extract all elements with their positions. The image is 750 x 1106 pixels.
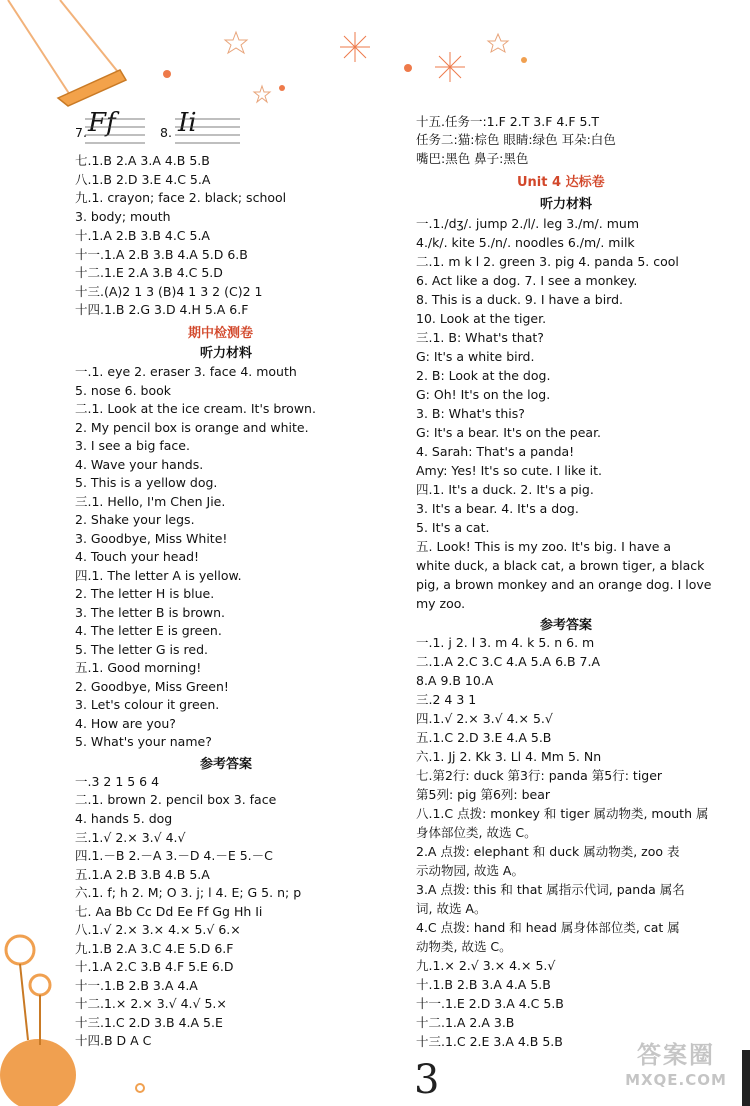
listening-line: pig, a brown monkey and an orange dog. I love xyxy=(416,577,712,592)
answer-line: 六.1. Jj 2. Kk 3. Ll 4. Mm 5. Nn xyxy=(416,749,602,764)
answer-line: 十.1.A 2.B 3.B 4.C 5.A xyxy=(75,228,210,243)
listening-line: 一.1. eye 2. eraser 3. face 4. mouth xyxy=(75,364,297,379)
answer-line: 任务二:猫:棕色 眼睛:绿色 耳朵:白色 xyxy=(416,132,616,147)
listening-line: 五.1. Good morning! xyxy=(75,660,202,675)
answer-line: 动物类, 故选 C。 xyxy=(416,939,512,954)
answer-line: 十.1.A 2.C 3.B 4.F 5.E 6.D xyxy=(75,959,234,974)
listening-line: 4. Touch your head! xyxy=(75,549,200,564)
listening-line: 3. Let's colour it green. xyxy=(75,697,220,712)
midterm-title: 期中检测卷 xyxy=(188,326,254,341)
listening-line: my zoo. xyxy=(416,596,466,611)
listening-line: Amy: Yes! It's so cute. I like it. xyxy=(416,463,602,478)
answer-line: 十.1.B 2.B 3.A 4.A 5.B xyxy=(416,977,551,992)
listening-line: G: It's a white bird. xyxy=(416,349,535,364)
writing-lines xyxy=(85,115,245,145)
listening-line: 2. The letter H is blue. xyxy=(75,586,215,601)
answer-line: 十五.任务一:1.F 2.T 3.F 4.F 5.T xyxy=(416,114,600,129)
listening-line: 5. This is a yellow dog. xyxy=(75,475,218,490)
listening-line: 3. B: What's this? xyxy=(416,406,525,421)
listening-line: 5. The letter G is red. xyxy=(75,642,208,657)
answer-line: 十二.1.E 2.A 3.B 4.C 5.D xyxy=(75,265,223,280)
answer-line: 身体部位类, 故选 C。 xyxy=(416,825,537,840)
answer-line: 十四.B D A C xyxy=(75,1033,152,1048)
listening-line: 2. Goodbye, Miss Green! xyxy=(75,679,229,694)
answer-line: 词, 故选 A。 xyxy=(416,901,487,916)
answer-line: 嘴巴:黑色 鼻子:黑色 xyxy=(416,151,529,166)
listening-line: 10. Look at the tiger. xyxy=(416,311,547,326)
listening-line: 4. Wave your hands. xyxy=(75,457,204,472)
listening-line: G: It's a bear. It's on the pear. xyxy=(416,425,602,440)
answer-line: 十二.1.A 2.A 3.B xyxy=(416,1015,515,1030)
listening-line: 二.1. m k l 2. green 3. pig 4. panda 5. cool xyxy=(416,254,679,269)
listening-line: 五. Look! This is my zoo. It's big. I have a xyxy=(416,539,672,554)
listening-line: G: Oh! It's on the log. xyxy=(416,387,551,402)
listening-line: 3. It's a bear. 4. It's a dog. xyxy=(416,501,579,516)
watermark xyxy=(606,1040,746,1102)
listening-line: 5. What's your name? xyxy=(75,734,212,749)
answer-line: 九.1.B 2.A 3.C 4.E 5.D 6.F xyxy=(75,941,234,956)
answer-line: 4. hands 5. dog xyxy=(75,811,173,826)
answer-line: 三.2 4 3 1 xyxy=(416,692,477,707)
item-number-7: 7. xyxy=(75,125,87,140)
right-answers-title: 参考答案 xyxy=(540,618,593,633)
answer-line: 十四.1.B 2.G 3.D 4.H 5.A 6.F xyxy=(75,302,249,317)
answer-line: 第5列: pig 第6列: bear xyxy=(416,787,551,802)
answer-line: 十一.1.B 2.B 3.A 4.A xyxy=(75,978,198,993)
letter-ff: Ff xyxy=(88,108,116,138)
answer-line: 十三.1.C 2.E 3.A 4.B 5.B xyxy=(416,1034,563,1049)
watermark-url: MXQE.COM xyxy=(625,1071,727,1089)
listening-line: 一.1./dʒ/. jump 2./l/. leg 3./m/. mum xyxy=(416,216,639,231)
listening-line: 4. Sarah: That's a panda! xyxy=(416,444,575,459)
answer-line: 四.1.√ 2.× 3.√ 4.× 5.√ xyxy=(416,711,553,726)
listening-line: 8. This is a duck. 9. I have a bird. xyxy=(416,292,623,307)
left-listening-title: 听力材料 xyxy=(200,346,253,361)
watermark-text: 答案圈 xyxy=(637,1041,715,1069)
answer-line: 4.C 点拨: hand 和 head 属身体部位类, cat 属 xyxy=(416,920,680,935)
answer-line: 一.3 2 1 5 6 4 xyxy=(75,774,160,789)
answer-line: 五.1.C 2.D 3.E 4.A 5.B xyxy=(416,730,552,745)
listening-line: 2. My pencil box is orange and white. xyxy=(75,420,309,435)
answer-line: 五.1.A 2.B 3.B 4.B 5.A xyxy=(75,867,210,882)
answer-line: 8.A 9.B 10.A xyxy=(416,673,494,688)
listening-line: 三.1. B: What's that? xyxy=(416,330,544,345)
listening-line: 2. B: Look at the dog. xyxy=(416,368,551,383)
listening-line: 5. nose 6. book xyxy=(75,383,172,398)
answer-line: 二.1. brown 2. pencil box 3. face xyxy=(75,792,277,807)
answer-line: 三.1.√ 2.× 3.√ 4.√ xyxy=(75,830,186,845)
page-edge-bar xyxy=(742,1050,750,1106)
answer-line: 九.1. crayon; face 2. black; school xyxy=(75,190,287,205)
answer-line: 示动物园, 故选 A。 xyxy=(416,863,524,878)
left-answers-title: 参考答案 xyxy=(200,757,253,772)
answer-line: 九.1.× 2.√ 3.× 4.× 5.√ xyxy=(416,958,556,973)
listening-line: 二.1. Look at the ice cream. It's brown. xyxy=(75,401,316,416)
listening-line: 4. How are you? xyxy=(75,716,176,731)
answer-line: 八.1.√ 2.× 3.× 4.× 5.√ 6.× xyxy=(75,922,241,937)
listening-line: 3. I see a big face. xyxy=(75,438,190,453)
answer-line: 七. Aa Bb Cc Dd Ee Ff Gg Hh Ii xyxy=(75,904,263,919)
swing-decoration xyxy=(0,0,750,110)
answer-line: 八.1.C 点拨: monkey 和 tiger 属动物类, mouth 属 xyxy=(416,806,709,821)
listening-line: 5. It's a cat. xyxy=(416,520,490,535)
listening-line: 三.1. Hello, I'm Chen Jie. xyxy=(75,494,226,509)
listening-line: 四.1. The letter A is yellow. xyxy=(75,568,242,583)
answer-line: 七.第2行: duck 第3行: panda 第5行: tiger xyxy=(416,768,663,783)
right-listening-title: 听力材料 xyxy=(540,197,593,212)
answer-line: 四.1.－B 2.－A 3.－D 4.－E 5.－C xyxy=(75,848,273,863)
answer-line: 3. body; mouth xyxy=(75,209,171,224)
page-number: 3 xyxy=(414,1057,440,1103)
answer-line: 十三.1.C 2.D 3.B 4.A 5.E xyxy=(75,1015,223,1030)
answer-line: 十一.1.A 2.B 3.B 4.A 5.D 6.B xyxy=(75,247,248,262)
answer-line: 一.1. j 2. l 3. m 4. k 5. n 6. m xyxy=(416,635,595,650)
listening-line: 3. Goodbye, Miss White! xyxy=(75,531,228,546)
answer-line: 十二.1.× 2.× 3.√ 4.√ 5.× xyxy=(75,996,227,1011)
letter-ii: Ii xyxy=(178,108,197,138)
answer-line: 二.1.A 2.C 3.C 4.A 5.A 6.B 7.A xyxy=(416,654,601,669)
listening-line: 4. The letter E is green. xyxy=(75,623,222,638)
listening-line: 3. The letter B is brown. xyxy=(75,605,225,620)
listening-line: 四.1. It's a duck. 2. It's a pig. xyxy=(416,482,594,497)
answer-line: 2.A 点拨: elephant 和 duck 属动物类, zoo 表 xyxy=(416,844,680,859)
listening-line: 2. Shake your legs. xyxy=(75,512,195,527)
listening-line: 6. Act like a dog. 7. I see a monkey. xyxy=(416,273,638,288)
answer-line: 3.A 点拨: this 和 that 属指示代词, panda 属名 xyxy=(416,882,685,897)
unit-4-title: Unit 4 达标卷 xyxy=(517,175,605,190)
listening-line: white duck, a black cat, a brown tiger, a black xyxy=(416,558,705,573)
answer-line: 十一.1.E 2.D 3.A 4.C 5.B xyxy=(416,996,564,1011)
answer-line: 六.1. f; h 2. M; O 3. j; l 4. E; G 5. n; p xyxy=(75,885,302,900)
answer-line: 八.1.B 2.D 3.E 4.C 5.A xyxy=(75,172,211,187)
answer-line: 十三.(A)2 1 3 (B)4 1 3 2 (C)2 1 xyxy=(75,284,263,299)
listening-line: 4./k/. kite 5./n/. noodles 6./m/. milk xyxy=(416,235,635,250)
item-number-8: 8. xyxy=(160,125,172,140)
answer-line: 七.1.B 2.A 3.A 4.B 5.B xyxy=(75,153,210,168)
